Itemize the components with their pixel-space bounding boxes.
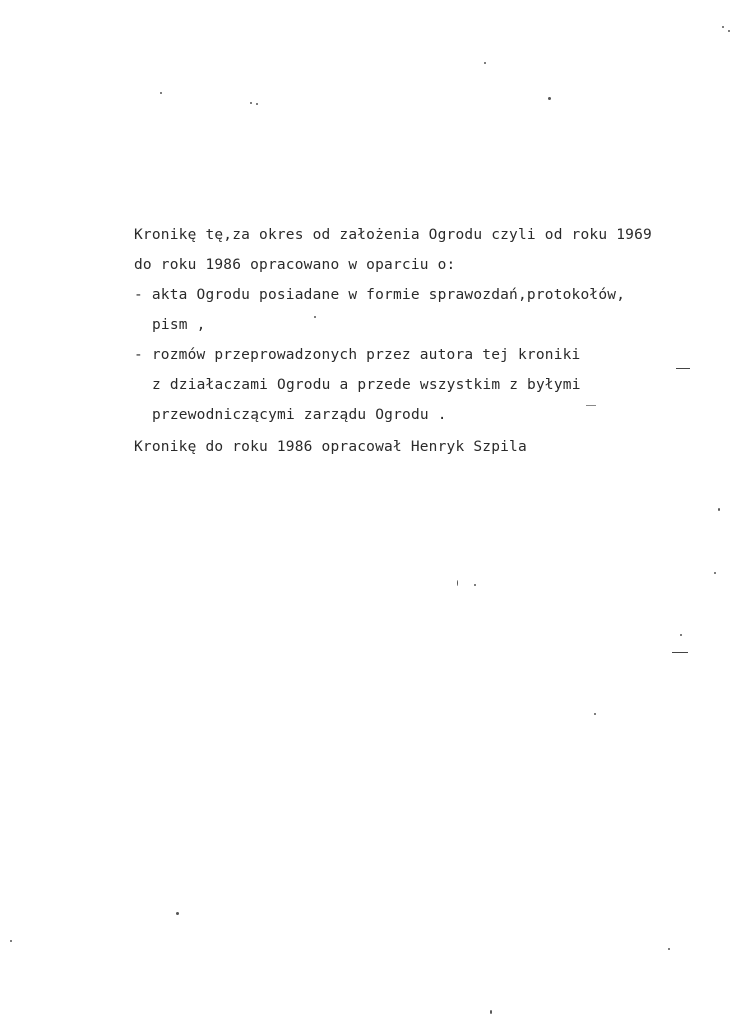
scan-speck [490, 1010, 492, 1014]
scan-speck [176, 912, 179, 915]
intro-line-1: Kronikę tę,za okres od założenia Ogrodu czyli od roku 1969 [134, 227, 652, 243]
intro-line-2: do roku 1986 opracowano w oparciu o: [134, 257, 456, 273]
scan-speck [10, 940, 12, 942]
document-body [134, 220, 694, 462]
scan-speck [594, 713, 596, 715]
scan-speck [718, 508, 720, 511]
scan-speck [457, 580, 458, 586]
scan-speck [314, 316, 316, 318]
scan-speck [728, 30, 730, 32]
scan-speck [714, 572, 716, 574]
scan-speck [250, 102, 252, 104]
closing-line: Kronikę do roku 1986 opracował Henryk Szpila [134, 439, 527, 455]
scan-mark [676, 368, 690, 369]
scan-speck [722, 26, 724, 28]
scan-speck [474, 584, 476, 586]
scan-speck [484, 62, 486, 64]
list-item-2-line-1: - rozmów przeprowadzonych przez autora tej kroniki [134, 347, 581, 363]
list-item-1-line-2: pism , [152, 317, 206, 333]
scan-mark [586, 405, 596, 406]
scan-speck [548, 97, 551, 100]
scan-speck [668, 948, 670, 950]
scan-mark [672, 652, 688, 653]
scan-speck [680, 634, 682, 636]
scan-speck [256, 103, 258, 105]
list-item-2-line-2: z działaczami Ogrodu a przede wszystkim z byłymi [152, 377, 581, 393]
list-item-1-line-1: - akta Ogrodu posiadane w formie sprawozdań,protokołów, [134, 287, 626, 303]
scan-speck [160, 92, 162, 94]
list-item-2-line-3: przewodniczącymi zarządu Ogrodu . [152, 407, 447, 423]
